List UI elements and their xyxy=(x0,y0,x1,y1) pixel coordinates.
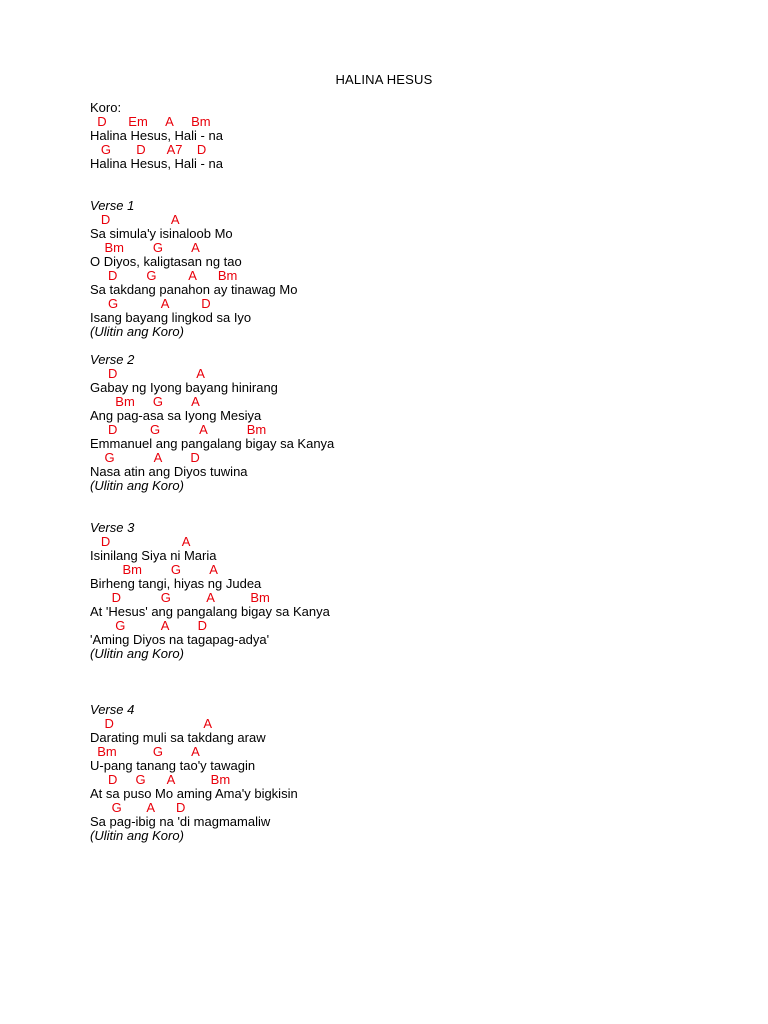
verse-2-chord-line: D G A Bm xyxy=(90,422,267,437)
verse-3-label: Verse 3 xyxy=(90,520,135,535)
verse-4-lyric-line: At sa puso Mo aming Ama'y bigkisin xyxy=(90,786,298,801)
verse-4-lyric-line: Sa pag-ibig na 'di magmamaliw xyxy=(90,814,271,829)
verse-3-lyric-line: Isinilang Siya ni Maria xyxy=(90,548,217,563)
verse-3-lyric-line: Birheng tangi, hiyas ng Judea xyxy=(90,576,262,591)
verse-2-chord-line: D A xyxy=(90,366,205,381)
verse-2-label: Verse 2 xyxy=(90,352,135,367)
verse-2-lyric-line: Nasa atin ang Diyos tuwina xyxy=(90,464,248,479)
verse-1-lyric-line: Sa simula'y isinaloob Mo xyxy=(90,226,233,241)
verse-3-chord-line: G A D xyxy=(90,618,208,633)
verse-4-chord-line: Bm G A xyxy=(90,744,200,759)
chorus-lyric-line: Halina Hesus, Hali - na xyxy=(90,156,223,171)
verse-2-chord-line: Bm G A xyxy=(90,394,200,409)
chorus-chord-line: G D A7 D xyxy=(90,142,207,157)
chorus-label: Koro: xyxy=(90,100,122,115)
verse-1-chord-line: G A D xyxy=(90,296,211,311)
chorus-lyric-line: Halina Hesus, Hali - na xyxy=(90,128,223,143)
verse-1-lyric-line: O Diyos, kaligtasan ng tao xyxy=(90,254,242,269)
verse-4-lyric-line: Darating muli sa takdang araw xyxy=(90,730,266,745)
verse-1-chord-line: D G A Bm xyxy=(90,268,238,283)
verse-1-chord-line: D A xyxy=(90,212,180,227)
verse-1-lyric-line: Isang bayang lingkod sa Iyo xyxy=(90,310,252,325)
verse-2-lyric-line: Ang pag-asa sa Iyong Mesiya xyxy=(90,408,262,423)
verse-1-repeat-note: (Ulitin ang Koro) xyxy=(90,324,184,339)
verse-2-chord-line: G A D xyxy=(90,450,200,465)
verse-4-chord-line: D G A Bm xyxy=(90,772,231,787)
verse-2-lyric-line: Emmanuel ang pangalang bigay sa Kanya xyxy=(90,436,335,451)
song-title: HALINA HESUS xyxy=(335,72,433,87)
verse-3-chord-line: D G A Bm xyxy=(90,590,270,605)
verse-4-lyric-line: U-pang tanang tao'y tawagin xyxy=(90,758,256,773)
verse-2-lyric-line: Gabay ng Iyong bayang hinirang xyxy=(90,380,278,395)
verse-3-chord-line: Bm G A xyxy=(90,562,218,577)
chorus-chord-line: D Em A Bm xyxy=(90,114,211,129)
verse-4-repeat-note: (Ulitin ang Koro) xyxy=(90,828,184,843)
verse-3-lyric-line: 'Aming Diyos na tagapag-adya' xyxy=(90,632,270,647)
verse-4-label: Verse 4 xyxy=(90,702,135,717)
verse-3-repeat-note: (Ulitin ang Koro) xyxy=(90,646,184,661)
verse-1-chord-line: Bm G A xyxy=(90,240,200,255)
verse-4-chord-line: D A xyxy=(90,716,213,731)
verse-3-lyric-line: At 'Hesus' ang pangalang bigay sa Kanya xyxy=(90,604,330,619)
verse-3-chord-line: D A xyxy=(90,534,191,549)
verse-4-chord-line: G A D xyxy=(90,800,186,815)
verse-1-label: Verse 1 xyxy=(90,198,135,213)
verse-2-repeat-note: (Ulitin ang Koro) xyxy=(90,478,184,493)
verse-1-lyric-line: Sa takdang panahon ay tinawag Mo xyxy=(90,282,298,297)
